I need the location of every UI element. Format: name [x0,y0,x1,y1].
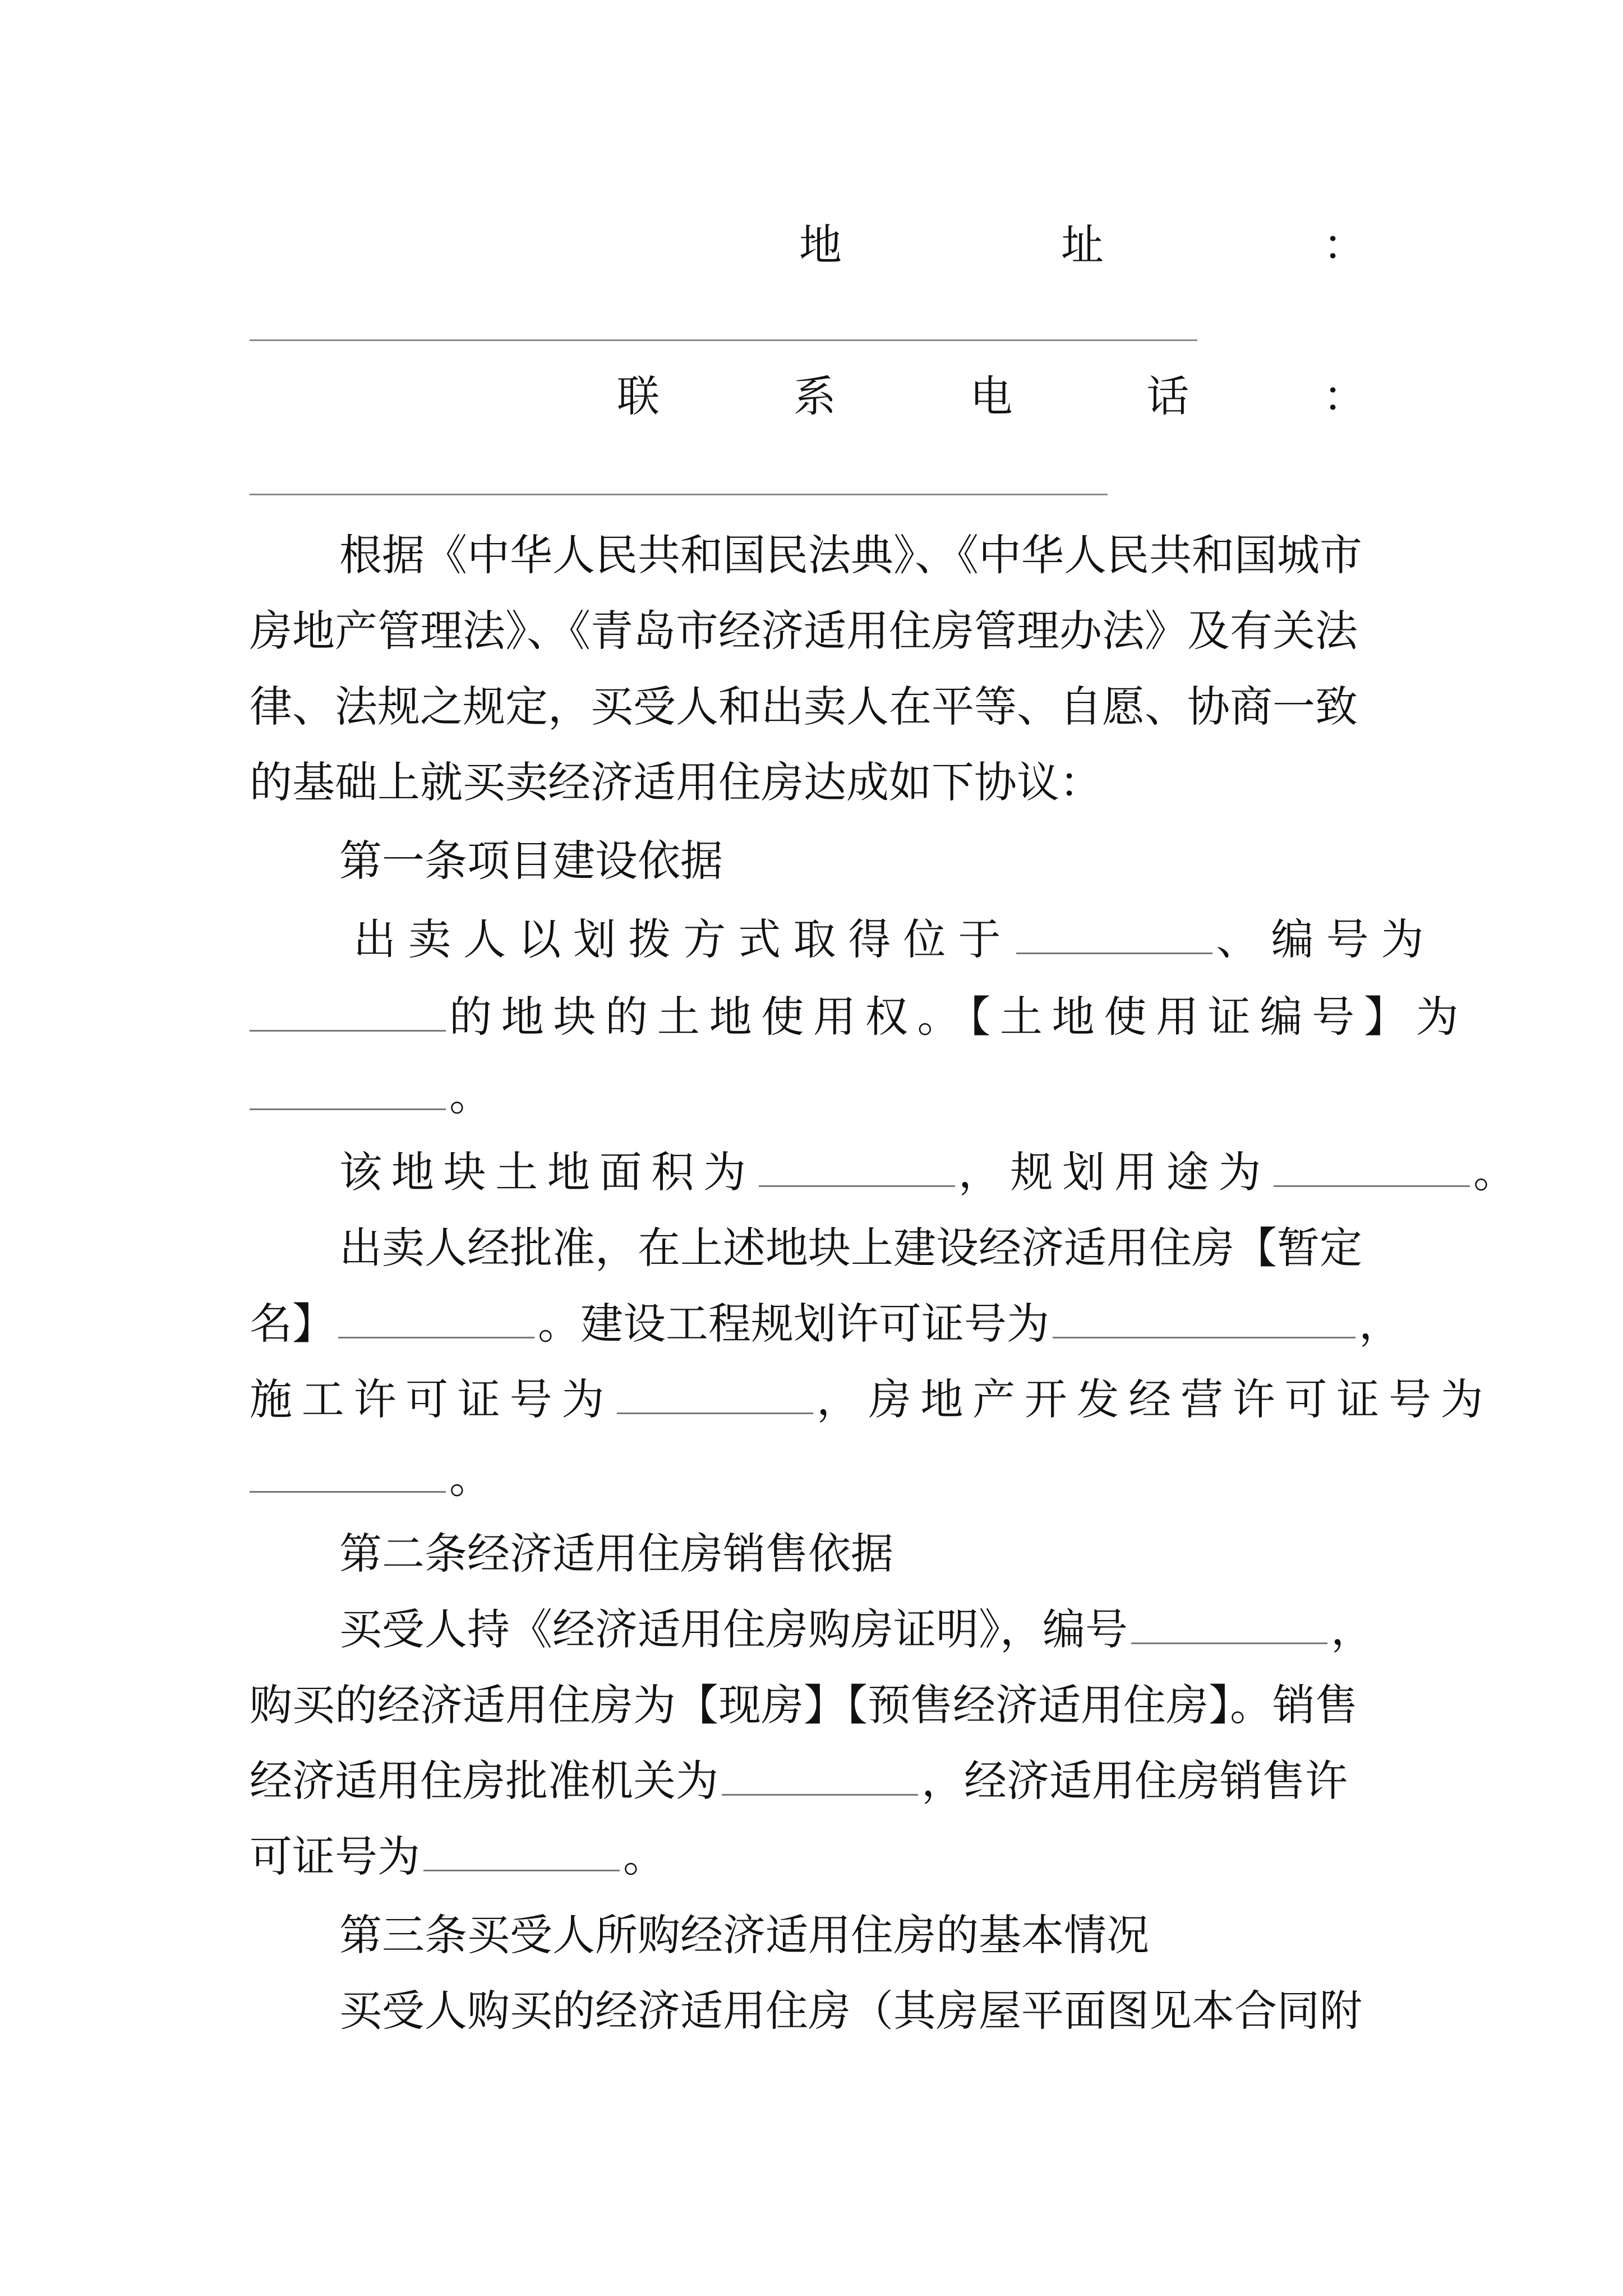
plot-number-blank[interactable] [250,996,446,1032]
para1-line-4: 的基础上就买卖经济适用住房达成如下协议： [250,757,1102,807]
phone-colon: ： [1323,371,1366,421]
a1-line-7 [250,1358,1493,1442]
a2-l1-text-2: ， [1331,1604,1373,1654]
dev-license-blank[interactable] [250,1457,446,1493]
phone-label-line [617,355,1366,439]
a2-l4-text: 可证号为 [250,1832,420,1881]
phone-char-1: 联 [617,371,660,421]
a1-line-8 [250,1436,1391,1520]
a2-line-1 [339,1588,1391,1672]
a1-line-4 [339,1130,1525,1214]
para1-line-2: 房地产管理法》、《青岛市经济适用住房管理办法》及有关法 [250,606,1358,656]
land-use-blank[interactable] [1274,1152,1470,1187]
a1-l7-text-2: ，房地产开发经营许可证号为 [817,1374,1493,1424]
a1-line-2 [250,975,1468,1059]
phone-char-4: 话 [1146,371,1189,421]
a1-l8-text: 。 [449,1453,492,1503]
construction-permit-blank[interactable] [617,1379,813,1414]
article2-title: 第二条经济适用住房销售依据 [339,1529,893,1579]
article3-title: 第三条买受人所购经济适用住房的基本情况 [339,1910,1149,1960]
address-colon: ： [1323,220,1366,270]
address-fill-line [250,339,1197,341]
a2-l1-text: 买受人持《经济适用住房购房证明》，编号 [339,1604,1128,1654]
a1-l6-text-2: 。建设工程规划许可证号为 [538,1299,1049,1349]
a2-line-4 [250,1815,1391,1899]
planning-permit-blank[interactable] [1053,1303,1355,1338]
a1-l4-text-3: 。 [1473,1147,1525,1197]
a2-l4-text-2: 。 [623,1832,666,1881]
a1-line-6 [250,1282,1401,1366]
certificate-number-blank[interactable] [1131,1609,1327,1644]
a3-line-1: 买受人购买的经济适用住房（其房屋平面图见本合同附 [339,1986,1362,2036]
a1-line-1 [353,898,1436,982]
a1-l1-text-2: 、编号为 [1216,914,1436,964]
a1-line-5: 出卖人经批准，在上述地块上建设经济适用住房【暂定 [339,1223,1362,1273]
a1-l3-text: 。 [449,1070,492,1120]
article1-title: 第一条项目建设依据 [339,836,723,886]
address-char-1: 地 [799,220,842,270]
phone-fill-line [250,494,1108,495]
land-cert-number-blank[interactable] [250,1075,446,1110]
para1-line-1: 根据《中华人民共和国民法典》、《中华人民共和国城市 [339,530,1362,580]
a1-l6-text-3: ， [1359,1299,1401,1349]
a1-l4-text-2: ，规划用途为 [958,1147,1271,1197]
a1-l6-text: 名】 [250,1299,335,1349]
para1-line-3: 律、法规之规定，买受人和出卖人在平等、自愿、协商一致 [250,682,1358,731]
a1-l4-text: 该地块土地面积为 [339,1147,755,1197]
a1-line-3 [250,1053,1391,1138]
a2-line-3 [250,1739,1391,1823]
a2-l3-text-2: ，经济适用住房销售许 [921,1756,1348,1806]
land-area-blank[interactable] [759,1152,955,1187]
address-label-line [799,203,1366,287]
approval-authority-blank[interactable] [722,1760,918,1796]
phone-char-3: 电 [970,371,1013,421]
sales-permit-blank[interactable] [423,1836,620,1871]
a1-l7-text: 施工许可证号为 [250,1374,614,1424]
location-blank[interactable] [1016,919,1212,954]
project-name-blank[interactable] [338,1303,534,1338]
a1-l2-text: 的地块的土地使用权。【土地使用证编号】为 [449,992,1468,1042]
a2-line-2: 购买的经济适用住房为【现房】【预售经济适用住房】。销售 [250,1680,1358,1730]
a1-l1-text: 出卖人以划拨方式取得位于 [353,914,1013,964]
a2-l3-text: 经济适用住房批准机关为 [250,1756,718,1806]
phone-char-2: 系 [793,371,836,421]
address-char-2: 址 [1061,220,1104,270]
